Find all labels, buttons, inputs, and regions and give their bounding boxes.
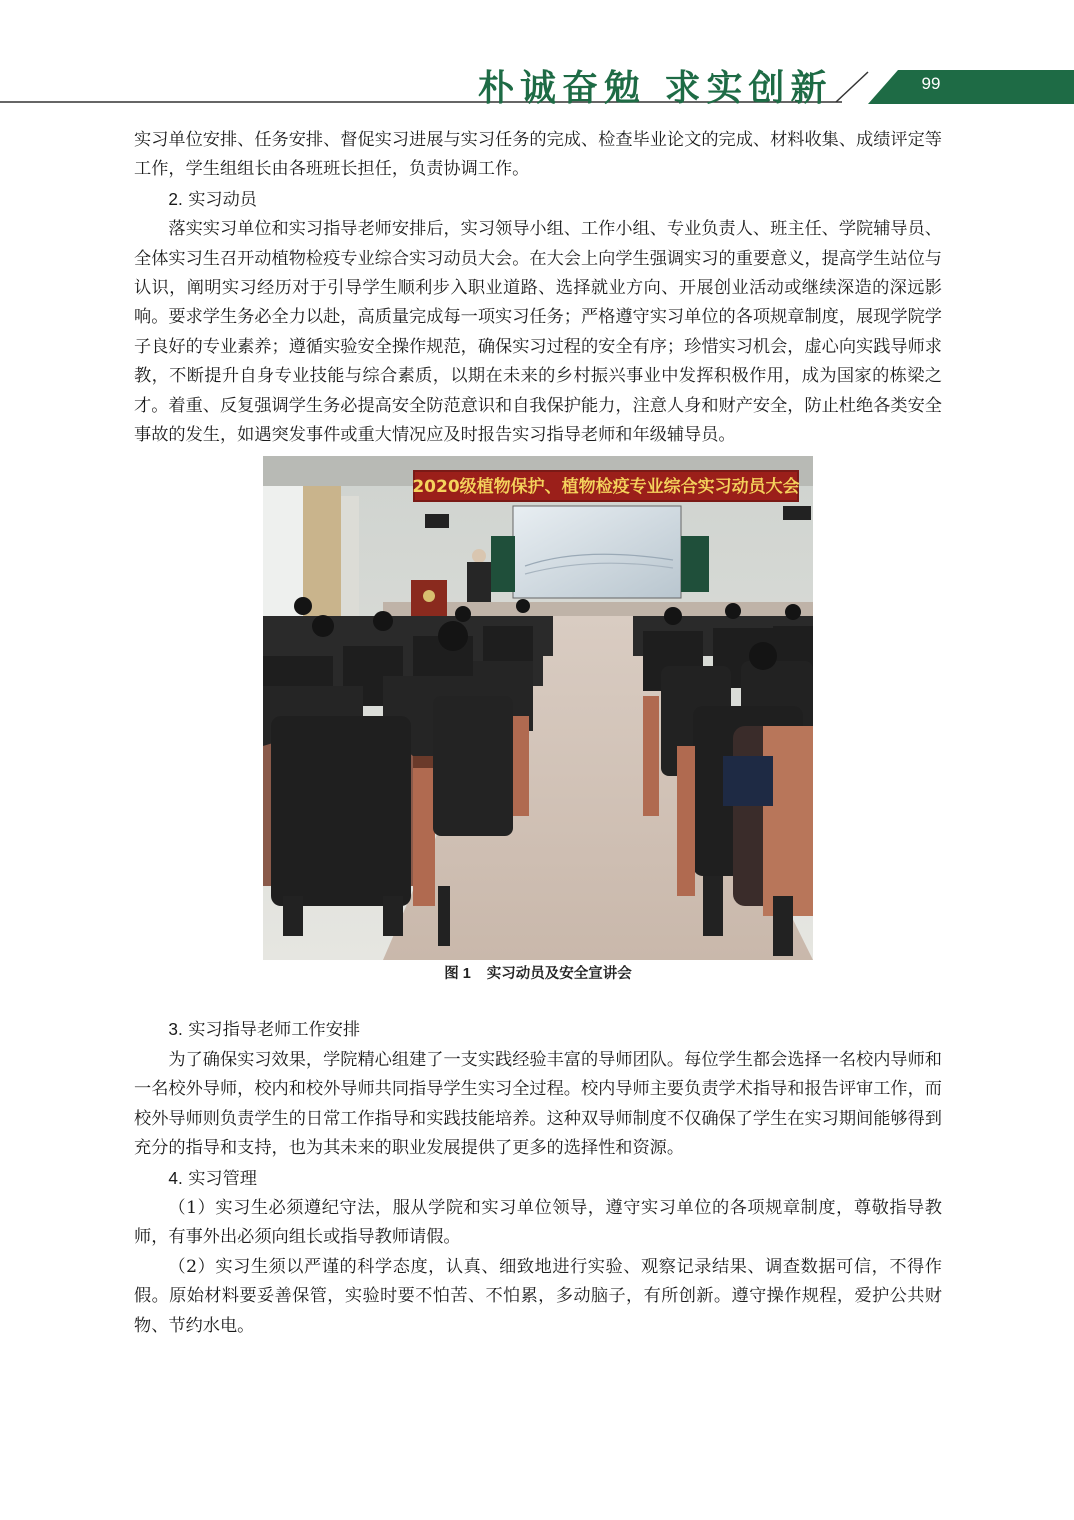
paragraph-3: 为了确保实习效果，学院精心组建了一支实践经验丰富的导师团队。每位学生都会选择一名校内导师和一名校外导师，校内和校外导师共同指导学生实习全过程。校内导师主要负责学术指导和报告评审工作，而校外导师则负责学生的日常工作指导和实践技能培养。这种双导师制度不仅确保了学生在实习期间能够得到充分的指导和支持，也为其未来的职业发展提供了更多的选择性和资源。 (134, 1049, 942, 1159)
section-title: 实习指导老师工作安排 (188, 1020, 361, 1041)
paragraph-4: （1）实习生必须遵纪守法，服从学院和实习单位领导，遵守实习单位的各项规章制度，尊敬指导教师，有事外出必须向组长或指导教师请假。 (134, 1197, 942, 1248)
figure-caption (134, 963, 942, 985)
auditorium-photo (263, 456, 813, 960)
figure-caption-text: 实习动员及安全宣讲会 (486, 966, 632, 983)
section-number: 2. (168, 188, 183, 209)
section-heading-3 (134, 1015, 942, 1045)
figure-number: 图 1 (444, 966, 471, 983)
figure-photo (263, 456, 813, 960)
header-motto: 朴诚奋勉 求实创新 (478, 67, 833, 109)
page-header (0, 0, 1074, 110)
header-slash-line (836, 72, 868, 102)
paragraph-5: （2）实习生须以严谨的科学态度，认真、细致地进行实验、观察记录结果、调查数据可信，不得作假。原始材料要妥善保管，实验时要不怕苦、不怕累，多动脑子，有所创新。遵守操作规程，爱护公共财物、节约水电。 (134, 1256, 942, 1336)
paragraph-1: 实习单位安排、任务安排、督促实习进展与实习任务的完成、检查毕业论文的完成、材料收集、成绩评定等工作，学生组组长由各班班长担任，负责协调工作。 (134, 130, 942, 180)
section-number: 4. (168, 1167, 183, 1188)
paragraph-2: 落实实习单位和实习指导老师安排后，实习领导小组、工作小组、专业负责人、班主任、学院辅导员、全体实习生召开动植物检疫专业综合实习动员大会。在大会上向学生强调实习的重要意义，提高学生站位与认识，阐明实习经历对于引导学生顺利步入职业道路、选择就业方向、开展创业活动或继续深造的深远影响。要求学生务必全力以赴，高质量完成每一项实习任务；严格遵守实习单位的各项规章制度，展现学院学子良好的专业素养；遵循实验安全操作规范，确保实习过程的安全有序；珍惜实习机会，虚心向实践导师求教，不断提升自身专业技能与综合素质，以期在未来的乡村振兴事业中发挥积极作用，成为国家的栋梁之才。着重、反复强调学生务必提高安全防范意识和自我保护能力，注意人身和财产安全，防止杜绝各类安全事故的发生，如遇突发事件或重大情况应及时报告实习指导老师和年级辅导员。 (134, 219, 942, 446)
main-content (134, 126, 942, 1341)
section-number: 3. (168, 1019, 183, 1040)
page-number-tab (868, 70, 1074, 104)
section-heading-2 (134, 185, 942, 215)
page-number: 99 (921, 74, 941, 93)
banner-text: 2020级植物保护、植物检疫专业综合实习动员大会 (412, 477, 800, 498)
section-title: 实习管理 (188, 1168, 257, 1189)
section-title: 实习动员 (188, 189, 257, 210)
section-heading-4 (134, 1164, 942, 1194)
